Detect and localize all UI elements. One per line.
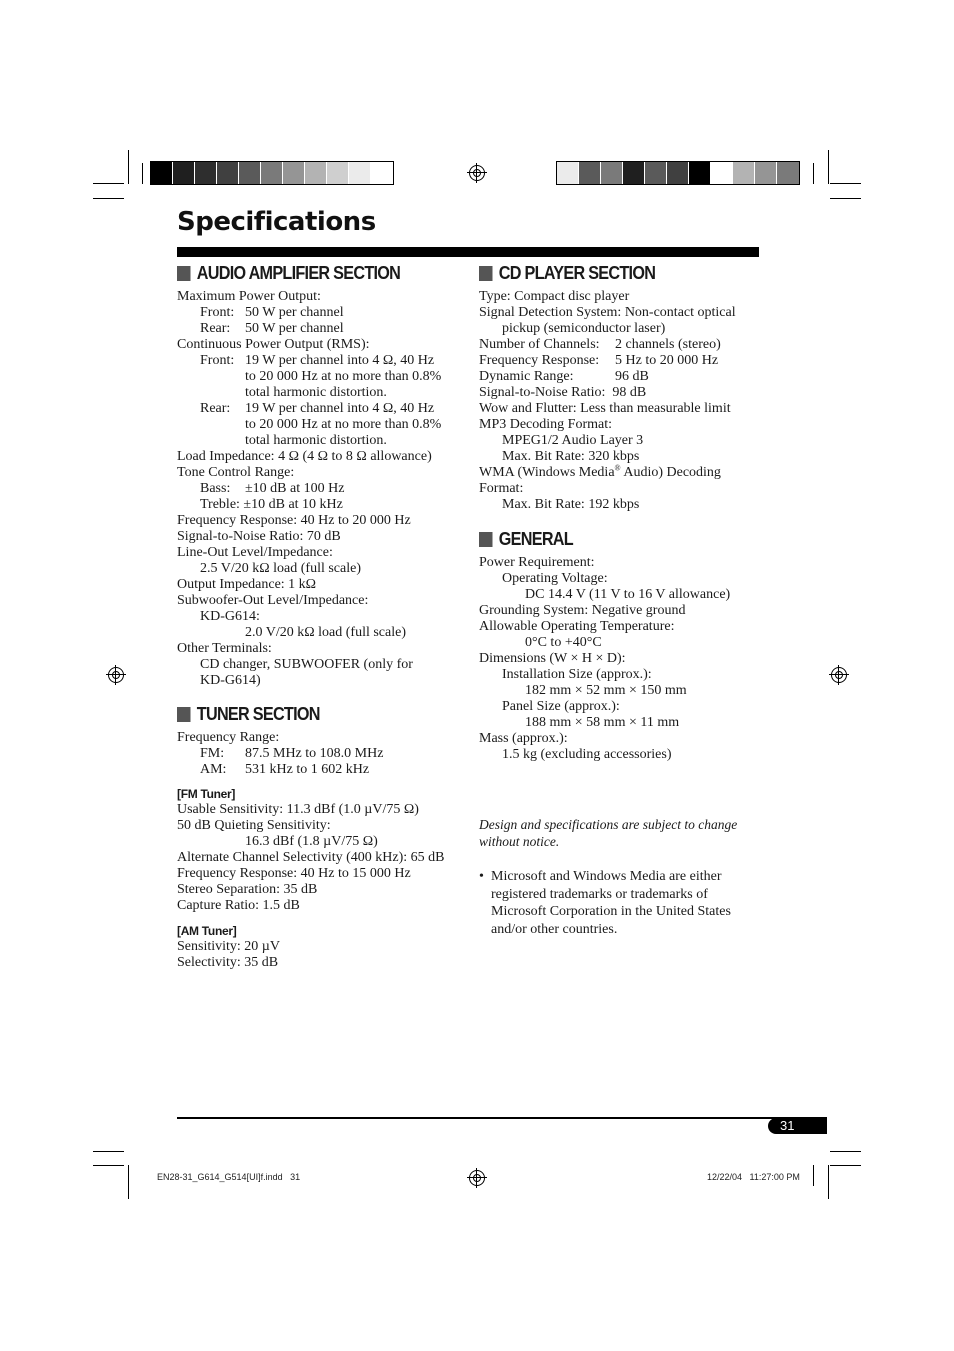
spec-line: Rear: 19 W per channel into 4 Ω, 40 Hz [200,401,435,416]
spec-line: 2.5 V/20 kΩ load (full scale) [200,561,361,576]
subsection-heading-fm-tuner: [FM Tuner] [177,787,236,801]
spec-line: Installation Size (approx.): [502,667,652,682]
spec-line: 2.0 V/20 kΩ load (full scale) [245,625,406,640]
color-swatch [645,162,667,184]
crop-mark [828,150,829,184]
crop-mark [830,198,861,199]
slug-timestamp: 12/22/04 11:27:00 PM [707,1172,800,1182]
spec-line: Continuous Power Output (RMS): [177,337,370,352]
title-rule [177,247,759,257]
spec-line: Front: 50 W per channel [200,305,344,320]
spec-line: Signal-to-Noise Ratio: 98 dB [479,385,647,400]
crop-mark [830,1165,861,1166]
spec-line: 50 dB Quieting Sensitivity: [177,818,331,833]
spec-line: Signal Detection System: Non-contact optical [479,305,736,320]
color-swatch [579,162,601,184]
spec-line: Bass: ±10 dB at 100 Hz [200,481,345,496]
spec-line: total harmonic distortion. [245,433,387,448]
spec-line: CD changer, SUBWOOFER (only for [200,657,413,672]
spec-line: Dynamic Range: 96 dB [479,369,649,384]
spec-line: 0°C to +40°C [525,635,602,650]
color-swatch [305,162,327,184]
color-swatch [667,162,689,184]
spec-line: Alternate Channel Selectivity (400 kHz): 65 dB [177,850,445,865]
spec-line: Treble: ±10 dB at 10 kHz [200,497,343,512]
color-swatch [689,162,711,184]
crop-mark [93,1151,124,1152]
color-swatch [239,162,261,184]
spec-line: pickup (semiconductor laser) [502,321,666,336]
color-swatch [623,162,645,184]
spec-line: WMA (Windows Media® Audio) Decoding [479,463,721,480]
spec-line: Grounding System: Negative ground [479,603,686,618]
color-calibration-bar-right [556,161,800,185]
crop-mark [128,1165,129,1199]
spec-line: Format: [479,481,524,496]
spec-line: Mass (approx.): [479,731,568,746]
spec-line: 16.3 dBf (1.8 µV/75 Ω) [245,834,378,849]
color-swatch [261,162,283,184]
color-swatch [601,162,623,184]
spec-line: Other Terminals: [177,641,272,656]
spec-line: Subwoofer-Out Level/Impedance: [177,593,369,608]
spec-line: MP3 Decoding Format: [479,417,612,432]
page-number: 31 [768,1118,827,1134]
color-swatch [371,162,393,184]
crop-mark [93,198,124,199]
section-marker-icon [177,707,191,722]
registered-mark: ® [614,463,621,473]
spec-line: Power Requirement: [479,555,595,570]
trademark-notice [479,868,779,938]
bullet-icon: • [479,869,484,884]
crop-mark [93,183,124,184]
spec-line: Allowable Operating Temperature: [479,619,675,634]
spec-line: Frequency Range: [177,730,280,745]
spec-line: Load Impedance: 4 Ω (4 Ω to 8 Ω allowance) [177,449,432,464]
spec-line: Maximum Power Output: [177,289,321,304]
section-heading-audio-amplifier: AUDIO AMPLIFIER SECTION [177,262,438,284]
color-swatch [173,162,195,184]
spec-line: Frequency Response: 40 Hz to 20 000 Hz [177,513,411,528]
spec-line: Line-Out Level/Impedance: [177,545,333,560]
section-marker-icon [479,266,493,281]
crop-mark [830,1151,861,1152]
spec-line: Dimensions (W × H × D): [479,651,626,666]
spec-line: KD-G614: [200,609,260,624]
spec-line: Usable Sensitivity: 11.3 dBf (1.0 µV/75 Ω) [177,802,419,817]
spec-line: Stereo Separation: 35 dB [177,882,318,897]
disclaimer-note: Design and specifications are subject to change without notice. [479,817,738,849]
spec-line: Rear: 50 W per channel [200,321,344,336]
page-title: Specifications [177,207,376,237]
left-column [177,262,467,971]
spec-line: Wow and Flutter: Less than measurable limit [479,401,731,416]
color-swatch [283,162,305,184]
registration-target-icon [469,1170,485,1186]
spec-line: to 20 000 Hz at no more than 0.8% [245,369,442,384]
right-column [479,262,769,763]
crop-mark [142,163,143,184]
crop-mark [828,1165,829,1199]
registration-target-icon [831,667,847,683]
spec-line: Frequency Response: 40 Hz to 15 000 Hz [177,866,411,881]
spec-line: Output Impedance: 1 kΩ [177,577,317,592]
spec-line: FM: 87.5 MHz to 108.0 MHz [200,746,384,761]
spec-line: Tone Control Range: [177,465,295,480]
section-heading-tuner: TUNER SECTION [177,703,438,725]
spec-line: 1.5 kg (excluding accessories) [502,747,672,762]
section-marker-icon [479,532,493,547]
spec-line: KD-G614) [200,673,261,688]
color-swatch [711,162,733,184]
spec-line: DC 14.4 V (11 V to 16 V allowance) [525,587,731,602]
registration-target-icon [469,165,485,181]
crop-mark [813,163,814,184]
crop-mark [93,1165,124,1166]
section-heading-general: GENERAL [479,528,740,550]
spec-line: 182 mm × 52 mm × 150 mm [525,683,687,698]
subsection-heading-am-tuner: [AM Tuner] [177,924,237,938]
spec-line: Panel Size (approx.): [502,699,620,714]
color-swatch [733,162,755,184]
color-swatch [755,162,777,184]
spec-line: Type: Compact disc player [479,289,630,304]
color-swatch [349,162,371,184]
color-swatch [217,162,239,184]
registration-target-icon [108,667,124,683]
spec-line: Max. Bit Rate: 192 kbps [502,497,640,512]
bullet-item: • Microsoft and Windows Media are either registered trademarks or trademarks of Microsoft Corporation in the United States and/or other countries. [479,869,731,937]
spec-line: Frequency Response: 5 Hz to 20 000 Hz [479,353,719,368]
spec-line: Sensitivity: 20 µV [177,939,280,954]
spec-line: Operating Voltage: [502,571,608,586]
spec-line: Max. Bit Rate: 320 kbps [502,449,640,464]
spec-line: MPEG1/2 Audio Layer 3 [502,433,644,448]
crop-mark [128,150,129,184]
color-swatch [195,162,217,184]
footer-rule [177,1117,827,1119]
spec-line: Number of Channels: 2 channels (stereo) [479,337,721,352]
spec-line: total harmonic distortion. [245,385,387,400]
spec-line: Selectivity: 35 dB [177,955,279,970]
crop-mark [813,1165,814,1186]
spec-line: Signal-to-Noise Ratio: 70 dB [177,529,341,544]
spec-line: Front: 19 W per channel into 4 Ω, 40 Hz [200,353,435,368]
section-marker-icon [177,266,191,281]
slug-filename: EN28-31_G614_G514[UI]f.indd 31 [157,1172,301,1182]
crop-mark [830,183,861,184]
color-swatch [151,162,173,184]
spec-line: Capture Ratio: 1.5 dB [177,898,300,913]
spec-line: 188 mm × 58 mm × 11 mm [525,715,680,730]
spec-line: AM: 531 kHz to 1 602 kHz [200,762,370,777]
color-swatch [327,162,349,184]
color-swatch [777,162,799,184]
color-swatch [557,162,579,184]
color-calibration-bar-left [150,161,394,185]
section-heading-cd-player: CD PLAYER SECTION [479,262,740,284]
spec-line: to 20 000 Hz at no more than 0.8% [245,417,442,432]
